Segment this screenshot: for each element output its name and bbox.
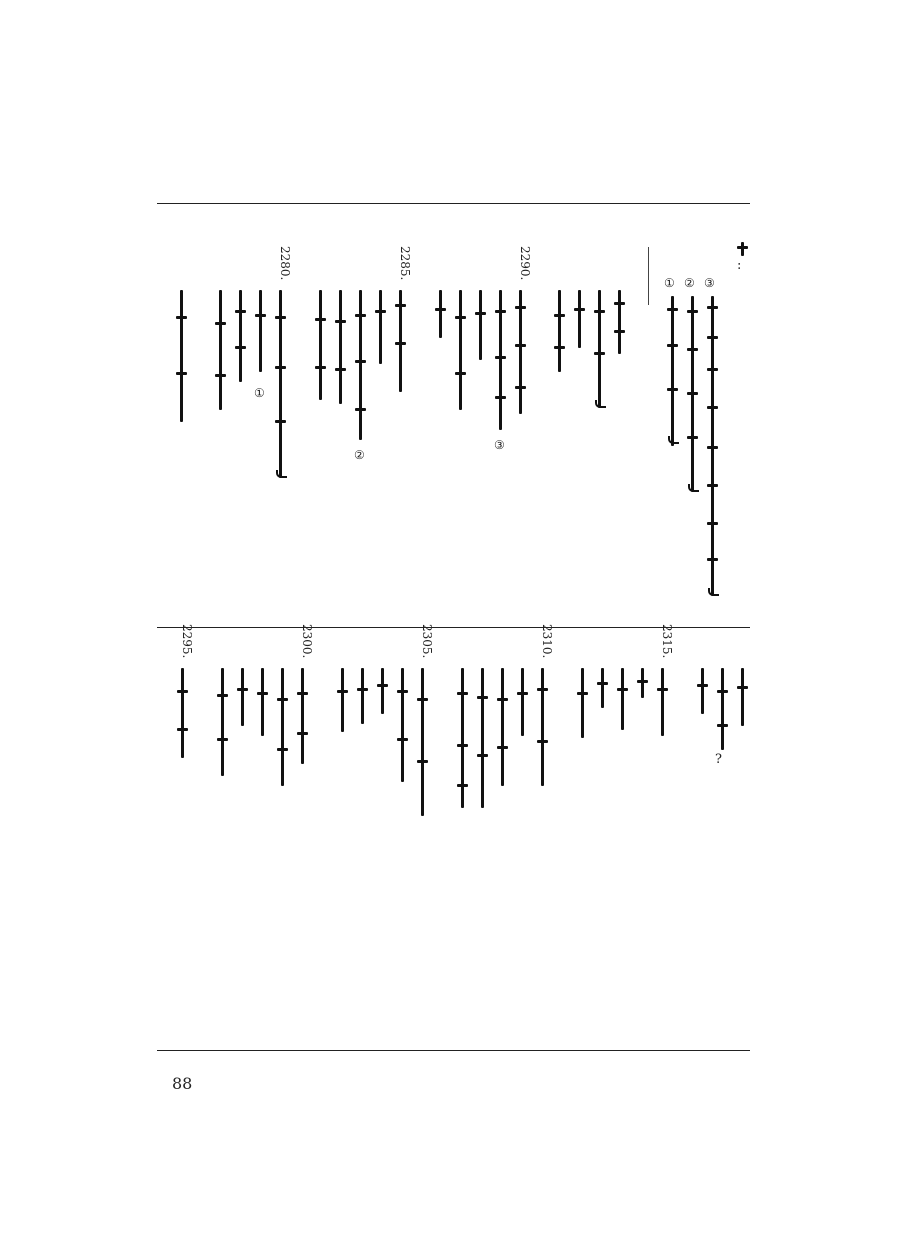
inline-marker: ②	[354, 448, 365, 462]
top-rule	[157, 203, 750, 204]
footnote-marker-1: ①	[664, 276, 675, 290]
inline-marker: ①	[254, 386, 265, 400]
page-number: 88	[172, 1074, 193, 1093]
footnote-marker-3: ③	[704, 276, 715, 290]
footnote-separator	[648, 247, 649, 305]
question-mark: ?	[715, 752, 722, 767]
footnote-intro-colon: :	[737, 258, 742, 273]
footnote-marker-2: ②	[684, 276, 695, 290]
bottom-rule	[157, 1050, 750, 1051]
inline-marker: ③	[494, 438, 505, 452]
